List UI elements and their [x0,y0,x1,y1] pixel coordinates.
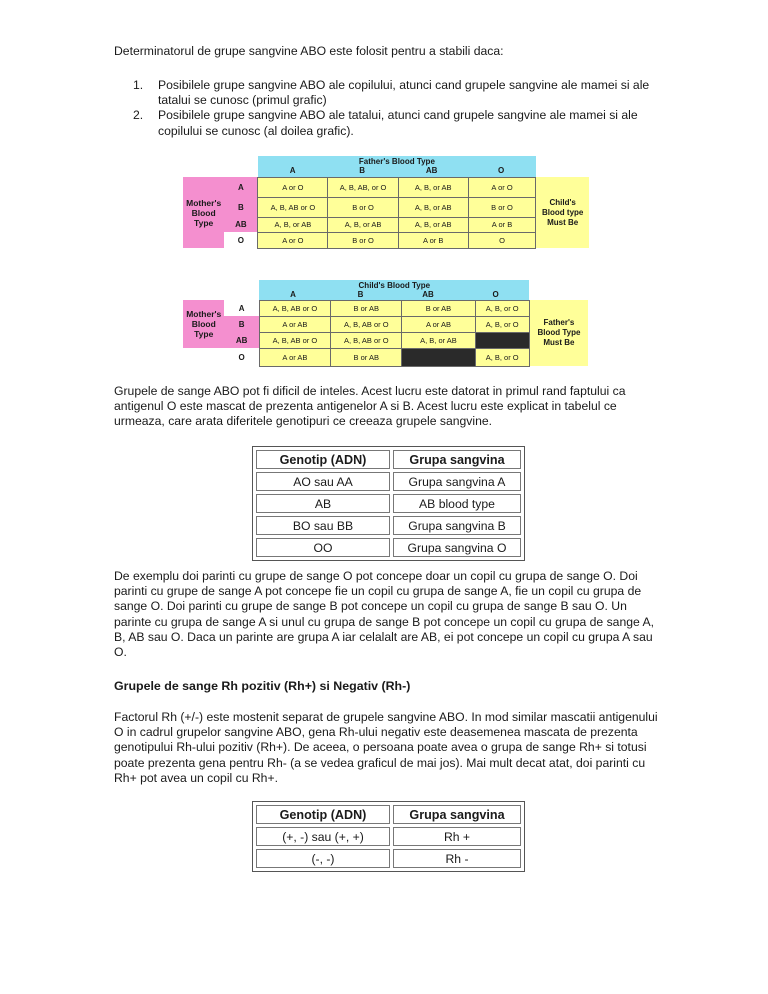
chart2-cell: A or AB [402,316,475,332]
chart2-cell: A, B, AB or O [259,300,330,316]
chart2-cell: A, B, or O [475,348,529,366]
intro-text: Determinatorul de grupe sangvine ABO este folosit pentru a stabili daca: [114,44,504,58]
chart1-col-header: B [359,166,366,176]
table-cell: BO sau BB [256,516,390,535]
purpose-list [133,78,663,139]
table-cell: (+, -) sau (+, +) [256,827,390,846]
table-row [256,849,521,868]
child-blood-type-chart [183,156,589,249]
chart1-row-title: Mother's Blood Type [183,177,224,248]
table-row [256,494,521,513]
chart2-col-header: B [357,289,364,299]
chart1-cell: A or O [258,177,328,197]
chart2-col-header: A [290,289,296,299]
abo-genotype-table [252,446,525,561]
table-cell: AO sau AA [256,472,390,491]
chart2-cell: B or AB [331,348,402,366]
list-item: 2. Posibilele grupe sangvine ABO ale tatalui, atunci cand grupele sangvine ale mamei si ale copilului se cunosc (al doilea grafic). [133,108,638,138]
chart1-col-header: O [498,166,505,176]
chart2-cell: A, B, or O [475,300,529,316]
chart1-row-label: AB [224,217,258,232]
table-row [256,538,521,557]
chart2-row-title: Mother's Blood Type [183,300,224,348]
chart2-row-label: B [224,316,259,332]
explanation-paragraph: Grupele de sange ABO pot fi dificil de inteles. Acest lucru este datorat in primul rand faptului ca antigenul O este mascat de prezenta antigenelor A si B. Acest lucru este explicat in tabelul ce urmeaza, care arata diferitele genotipuri ce creeaza grupele sangvine. [114,384,626,429]
father-blood-type-chart [183,280,588,367]
chart1-cell: A or O [468,177,536,197]
chart1-cell: B or O [328,197,398,217]
table-header: Genotip (ADN) [256,450,390,469]
table-cell: AB blood type [393,494,521,513]
chart2-side-label: Father's Blood Type Must Be [529,300,588,366]
table-header: Grupa sangvina [393,805,521,824]
chart1-cell: A, B, or AB [398,217,468,232]
chart1-cell: A or O [258,232,328,248]
chart1-col-header: AB [425,166,438,176]
chart2-cell: A, B, or O [475,316,529,332]
chart2-row-label: O [224,348,259,366]
chart1-cell: A, B, or AB [328,217,398,232]
example-paragraph: De exemplu doi parinti cu grupe de sange O pot concepe doar un copil cu grupa de sange O. Doi parinti cu grupe de sange A pot concepe fie un copil cu grupa de sange A, fie un copil cu grupa de sange O. Doi parinti cu grupe de sange B pot concepe un copil cu grupa de sange B sau O. Un parinte cu grupa de sange A si unul cu grupa de sange B pot concepe un copil cu grupa de sange A, B, AB sau O. Daca un parinte are grupa A iar celalalt are AB, ei pot concepe un copil cu grupa A sau O. [114,569,655,660]
table-cell: Grupa sangvina B [393,516,521,535]
table-cell: OO [256,538,390,557]
chart2-cell: A, B, AB or O [331,332,402,348]
chart1-cell: A or B [398,232,468,248]
chart1-cell: A, B, AB or O [258,197,328,217]
table-header: Grupa sangvina [393,450,521,469]
table-cell: Grupa sangvina O [393,538,521,557]
chart1-row-label: A [224,177,258,197]
chart2-col-header: O [492,289,499,299]
chart1-row-label: O [224,232,258,248]
table-cell: AB [256,494,390,513]
rh-paragraph: Factorul Rh (+/-) este mostenit separat de grupele sangvine ABO. In mod similar mascatii antigenului O in cadrul grupelor sangvine ABO, gena Rh-ului negativ este deasemenea mascata de prezenta genotipului Rh-ului pozitiv (Rh+). De aceea, o persoana poate avea o grupa de sange Rh+ si totusi poate prezenta gena pentru Rh- (a se vedea graficul de mai jos). Mai mult decat atat, doi parinti cu Rh+ pot avea un copil cu Rh+. [114,710,658,785]
chart1-col-header: A [289,166,296,176]
chart1-cell: B or O [328,232,398,248]
chart2-row-label: A [224,300,259,316]
chart2-cell: A or AB [259,316,330,332]
chart2-cell: B or AB [402,300,475,316]
list-item: 1. Posibilele grupe sangvine ABO ale copilului, atunci cand grupele sangvine ale mamei si ale tatalui se cunosc (primul grafic) [133,78,650,108]
chart1-title: Father's Blood Type [358,157,435,167]
chart2-cell: B or AB [331,300,402,316]
chart2-cell: A, B, AB or O [259,332,330,348]
rh-genotype-table [252,801,525,872]
chart1-side-label: Child's Blood type Must Be [536,177,589,248]
chart2-cell: A, B, AB or O [331,316,402,332]
table-row [256,472,521,491]
chart1-cell: B or O [468,197,536,217]
chart1-cell: A, B, or AB [258,217,328,232]
rh-section-heading: Grupele de sange Rh pozitiv (Rh+) si Negativ (Rh-) [114,679,411,693]
chart1-cell: A, B, AB, or O [328,177,398,197]
table-cell: Rh + [393,827,521,846]
chart2-row-label: AB [224,332,259,348]
chart1-row-label: B [224,197,258,217]
table-row [256,516,521,535]
chart2-title: Child's Blood Type [358,280,431,290]
chart1-cell: O [468,232,536,248]
chart2-blank-cell [402,348,475,366]
chart1-cell: A, B, or AB [398,177,468,197]
table-cell: Grupa sangvina A [393,472,521,491]
chart2-blank-cell [475,332,529,348]
chart1-cell: A or B [468,217,536,232]
table-header: Genotip (ADN) [256,805,390,824]
table-cell: Rh - [393,849,521,868]
chart2-col-header: AB [422,289,434,299]
table-row [256,827,521,846]
chart1-cell: A, B, or AB [398,197,468,217]
chart2-cell: A or AB [259,348,330,366]
table-cell: (-, -) [256,849,390,868]
chart2-cell: A, B, or AB [402,332,475,348]
